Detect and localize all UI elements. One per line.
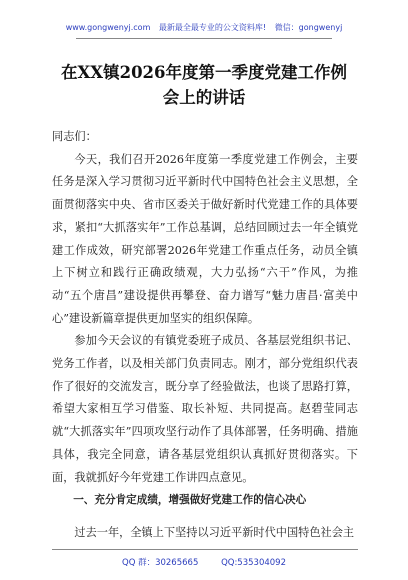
header-wechat: 微信：gongwenyj [274,23,343,32]
paragraph-2: 参加今天会议的有镇党委班子成员、各基层党组织书记、党务工作者，以及相关部门负责同志。刚才，部分党组织代表作了很好的交流发言，既分享了经验做法，也谈了思路打算，希望大家相互学习借鉴、取长补短、共同提高。赵碧莹同志就“大抓落实年”四项攻坚行动作了具体部署，任务明确、措施具体，我完全同意，请各基层党组织认真抓好贯彻落实。下面，我就抓好今年党建工作讲四点意见。 [52,334,358,484]
footer-qq-group: QQ 群：30265665 [122,558,199,568]
document-title [30,60,378,110]
page-footer [0,556,408,568]
document-body [52,126,358,512]
title-line-2: 会上的讲话 [162,88,246,107]
footer-divider [52,549,358,550]
paragraph-1: 今天，我们召开2026年度第一季度党建工作例会，主要任务是深入学习贯彻习近平新时代中国特色社会主义思想，全面贯彻落实中央、省市区委关于做好新时代党建工作的具体要求，紧扣“大抓落实年”工作总基调，总结回顾过去一年全镇党建工作成效，研究部署2026年党建工作重点任务，动员全镇上下树立和践行正确政绩观，大力弘扬“六干”作风，为推动“五个唐昌”建设提供再攀登、奋力谱写“魅力唐昌·富美中心”建设新篇章提供更加坚实的组织保障。 [52,152,358,325]
title-line-1: 在XX镇2026年度第一季度党建工作例 [60,63,348,82]
footer-qq: QQ:535304092 [221,558,286,568]
header-slogan: 最新最全最专业的公文资料库! [158,23,267,32]
page-header [0,22,408,33]
section-heading-1: 一、充分肯定成绩，增强做好党建工作的信心决心 [73,494,307,507]
header-site-link[interactable]: www.gongwenyj.com [65,23,151,32]
salutation: 同志们： [52,130,97,143]
header-divider [76,38,332,39]
paragraph-3: 过去一年，全镇上下坚持以习近平新时代中国特色社会主 [74,526,355,539]
